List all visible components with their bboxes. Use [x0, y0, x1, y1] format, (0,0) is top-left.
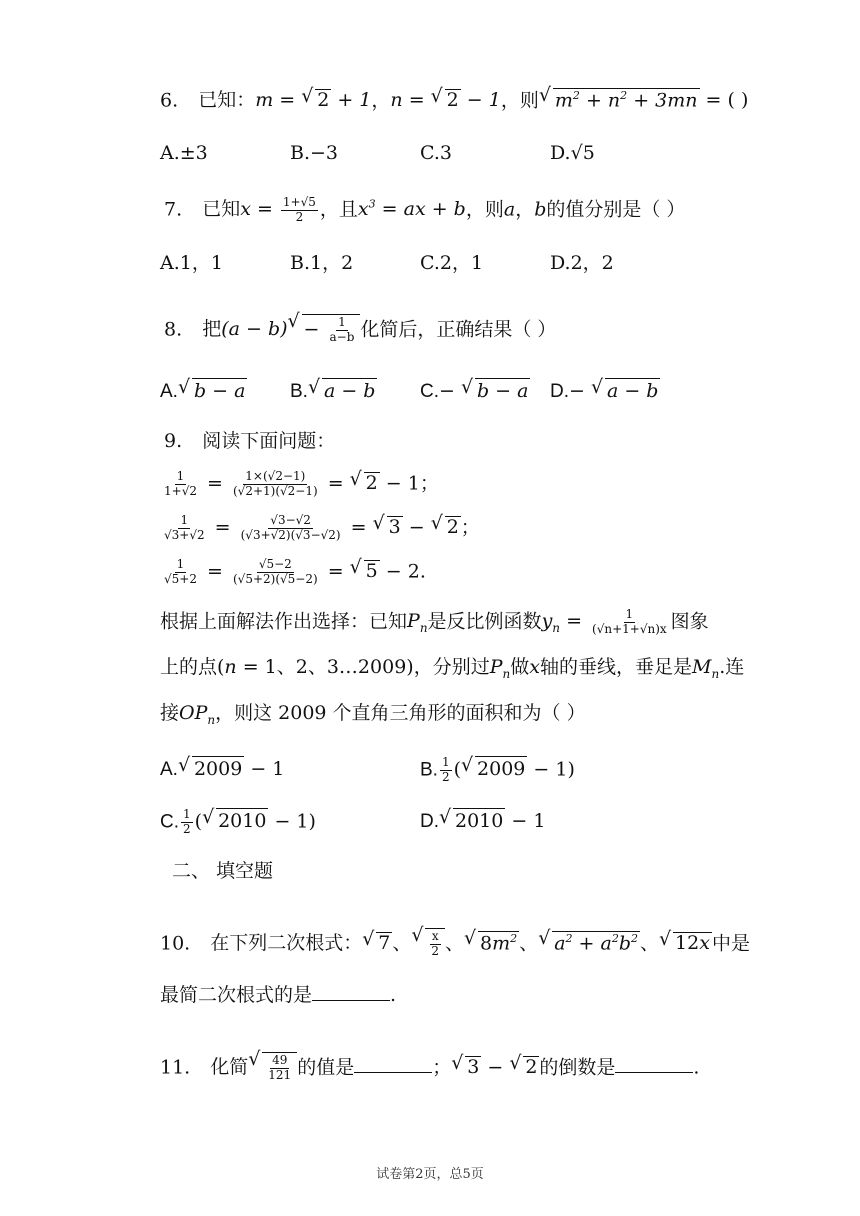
q8-option-c: C.− √ b − a: [420, 378, 530, 403]
q8-text-a: 把: [202, 318, 222, 341]
q8-option-b: B.√ a − b: [290, 378, 377, 403]
q6-option-a: A.±3: [160, 142, 208, 164]
q6-number: 6.: [160, 89, 179, 112]
q8-stem: [164, 314, 556, 345]
q6-option-c: C.3: [420, 142, 452, 164]
q9-option-a: A.√ 2009 − 1: [160, 756, 284, 781]
q10-number: 10.: [160, 932, 191, 955]
q8-option-d: D.− √ a − b: [550, 378, 660, 403]
q7-stem: 7. 已知x = $\frac{1+√5}{2}$ ，且$x^3$ = ax + b，则a，b的值分别是（ ）: [164, 195, 686, 224]
q6-option-b: B.−3: [290, 142, 339, 164]
q9-option-b: B. $\frac{1}{2}$ (√ 2009 − 1): [420, 756, 575, 785]
q9-text: 阅读下面问题：: [202, 430, 336, 452]
q8-text-b: 化简后，正确结果（ ）: [360, 318, 557, 341]
q6-cond2: n = √ 2 − 1: [390, 89, 500, 111]
q6-text-a: 已知：: [198, 89, 256, 112]
q11-number: 11.: [160, 1056, 191, 1079]
q11-stem: 11. 化简 √ $\frac{49}{121}$ 的值是 ；√ 3 − √ 2 的倒数是 .: [160, 1052, 699, 1083]
q9-number: 9.: [164, 430, 183, 452]
q7-option-b: B.1，2: [290, 252, 354, 274]
q9-line-4b: 是反比例函数: [427, 610, 542, 633]
q9-line-5: 上的点(n = 1、2、3…2009)，分别过$P_n$做x轴的垂线，垂足是$M_n$.连: [160, 656, 745, 681]
q7-option-d: D.2，2: [550, 252, 614, 274]
q9-example-1: $\frac{1}{1+√2}$ = $\frac{1\times(√2-1)}{(√2+1)(√2-1)}$ = √ 2 − 1；: [160, 470, 439, 499]
q7-cond: x = $\frac{1+√5}{2}$: [240, 195, 316, 224]
q7-number: 7.: [164, 198, 183, 221]
q11-answer-blank-1[interactable]: [354, 1071, 432, 1073]
q6-option-d: D.√5: [550, 142, 595, 164]
q10-stem: 10. 在下列二次根式：√ 7 、 √ $\frac{x}{2}$ 、√ $8m^2$ 、√ $a^2 + a^2b^2$ 、√ 12x 中是: [160, 928, 750, 959]
q9-option-d: D.√ 2010 − 1: [420, 808, 545, 833]
q6-expr: √ $m^2 + n^2 + 3mn$ = ( ): [539, 89, 749, 111]
q7-option-c: C.2，1: [420, 252, 484, 274]
q10-line-2: 最简二次根式的是 .: [160, 984, 397, 1006]
q11-answer-blank-2[interactable]: [615, 1071, 693, 1073]
q7-text-a: 已知: [202, 198, 241, 221]
q9-example-3: $\frac{1}{√5+2}$ = $\frac{√5-2}{(√5+2)(√5-2)}$ = √ 5 − 2.: [160, 558, 426, 587]
q7-option-a: A.1，1: [160, 252, 223, 274]
q9-line-4c: 图象: [670, 610, 709, 633]
q9-option-c: C. $\frac{1}{2}$ (√ 2010 − 1): [160, 808, 316, 837]
q9-stem: [164, 432, 335, 451]
q10-answer-blank[interactable]: [312, 999, 390, 1001]
q7-eq: $x^3$ = ax + b: [357, 197, 466, 221]
q8-number: 8.: [164, 318, 183, 341]
q6-cond1: m = √ 2 + 1: [255, 89, 371, 111]
q9-line-4: 根据上面解法作出选择：已知$P_n$是反比例函数$y_n$ = $\frac{1}{(√n+1+√n)x}$ 图象: [160, 607, 709, 636]
q9-example-2: $\frac{1}{√3+√2}$ = $\frac{√3-√2}{(√3+√2)(√3-√2)}$ = √ 3 − √ 2 ；: [160, 514, 480, 543]
q9-line-6: 接$OP_n$，则这 2009 个直角三角形的面积和为（ ）: [160, 702, 586, 727]
q8-expr: (a − b)√ − $\frac{1}{a-b}$: [221, 318, 360, 340]
page-footer: 试卷第2页，总5页: [376, 1167, 484, 1182]
q6-stem: 6. 已知：m = √ 2 + 1，n = √ 2 − 1，则√ $m^2 + n^2 + 3mn$ = ( ): [160, 88, 748, 110]
q9-line-4a: 根据上面解法作出选择：已知: [160, 610, 408, 633]
q8-option-a: A.√ b − a: [160, 378, 247, 403]
section-title: 二、 填空题: [172, 860, 274, 882]
